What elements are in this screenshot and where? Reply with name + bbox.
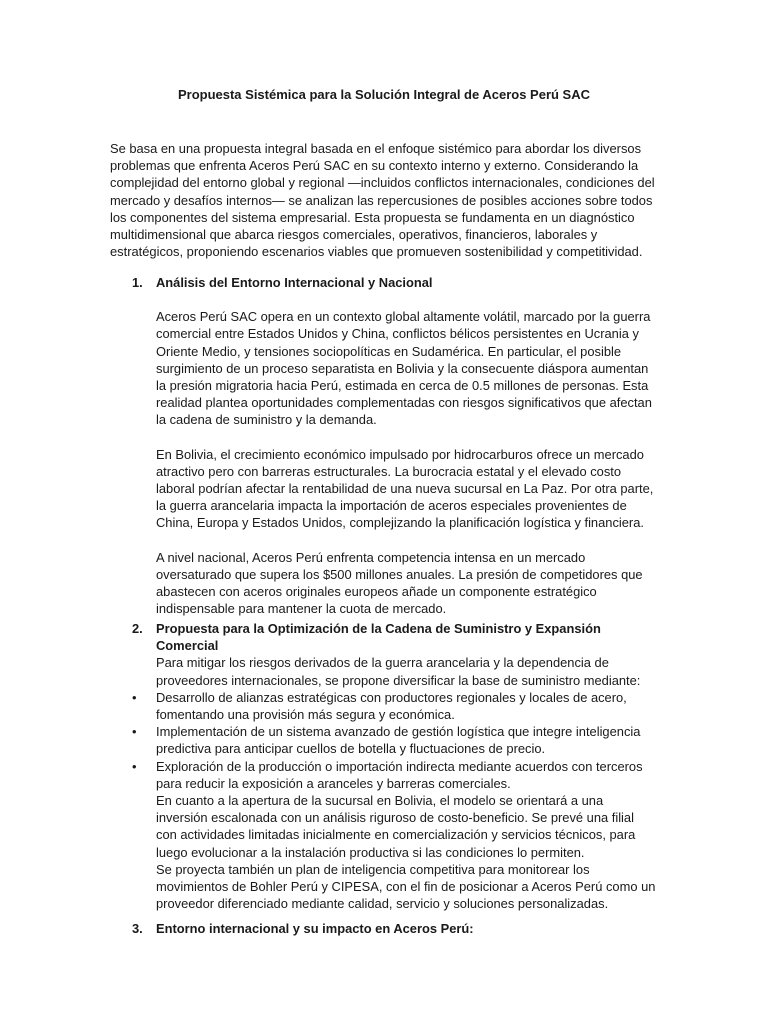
list-item — [110, 689, 658, 723]
section-1-title: Análisis del Entorno Internacional y Nacional — [156, 275, 433, 290]
section-1-number: 1. — [132, 275, 143, 290]
bullet-icon: • — [132, 689, 137, 705]
bullet-icon: • — [132, 758, 137, 774]
section-1 — [110, 274, 658, 617]
section-2-lead-text: Para mitigar los riesgos derivados de la guerra arancelaria y la dependencia de proveedores internacionales, se propone diversificar la base de suministro mediante: — [156, 655, 641, 688]
section-2-paragraph-intelligence: Se proyecta también un plan de inteligencia competitiva para monitorear los movimientos de Bohler Perú y CIPESA, con el fin de posicionar a Aceros Perú como un proveedor diferenciado mediante calidad, servicio y soluciones personalizadas. — [156, 861, 656, 912]
section-2-title: Propuesta para la Optimización de la Cadena de Suministro y Expansión Comercial — [156, 621, 601, 654]
intro-paragraph: Se basa en una propuesta integral basada en el enfoque sistémico para abordar los diversos problemas que enfrenta Aceros Perú SAC en su contexto interno y externo. Considerando la complejidad del entorno global y regional —incluidos conflictos internacionales, condiciones del mercado y desafíos internos— se analizan las repercusiones de posibles acciones sobre todos los componentes del sistema empresarial. Esta propuesta se fundamenta en un diagnóstico multidimensional que abarca riesgos comerciales, operativos, financieros, laborales y estratégicos, proponiendo escenarios viables que promueven sostenibilidad y competitividad. — [110, 141, 655, 260]
section-2-lead — [110, 654, 658, 688]
list-item-text: Exploración de la producción o importación indirecta mediante acuerdos con terceros para reducir la exposición a aranceles y barreras comerciales. — [156, 758, 643, 791]
section-1-paragraph-1: Aceros Perú SAC opera en un contexto global altamente volátil, marcado por la guerra comercial entre Estados Unidos y China, conflictos bélicos persistentes en Ucrania y Oriente Medio, y tensiones sociopolíticas en Sudamérica. En particular, el posible surgimiento de un proceso separatista en Bolivia y la consecuente diáspora aumentan la presión migratoria hacia Perú, estimada en cerca de 0.5 millones de personas. Esta realidad plantea oportunidades complementadas con riesgos significativos que afectan la cadena de suministro y la demanda. — [156, 309, 652, 428]
section-3-heading — [110, 920, 658, 937]
section-3-title: Entorno internacional y su impacto en Aceros Perú: — [156, 921, 474, 936]
section-3 — [110, 920, 658, 937]
section-1-heading — [110, 274, 658, 291]
list-item-text: Desarrollo de alianzas estratégicas con productores regionales y locales de acero, fomentando una provisión más segura y económica. — [156, 689, 627, 723]
section-2-paragraph-bolivia: En cuanto a la apertura de la sucursal en Bolivia, el modelo se orientará a una inversión escalonada con un análisis riguroso de costo-beneficio. Se prevé una filial con actividades limitadas inicialmente en comercialización y servicios técnicos, para luego evolucionar a la instalación productiva si las condiciones lo permiten. — [156, 793, 636, 860]
section-1-paragraph-2: En Bolivia, el crecimiento económico impulsado por hidrocarburos ofrece un mercado atractivo pero con barreras estructurales. La burocracia estatal y el elevado costo laboral podrían afectar la rentabilidad de una nueva sucursal en La Paz. Por otra parte, la guerra arancelaria impacta la importación de aceros especiales provenientes de China, Europa y Estados Unidos, complejizando la planificación logística y financiera. — [156, 446, 654, 531]
section-2-heading — [110, 620, 658, 654]
list-item-text: Implementación de un sistema avanzado de gestión logística que integre inteligencia predictiva para anticipar cuellos de botella y fluctuaciones de precio. — [156, 724, 641, 757]
section-2 — [110, 620, 658, 912]
section-2-body — [110, 792, 658, 912]
section-1-body — [110, 308, 658, 617]
section-2-number: 2. — [132, 621, 143, 636]
document-title: Propuesta Sistémica para la Solución Integral de Aceros Perú SAC — [177, 87, 591, 102]
bullet-icon: • — [132, 724, 137, 740]
section-1-paragraph-3: A nivel nacional, Aceros Perú enfrenta competencia intensa en un mercado oversaturado que supera los $500 millones anuales. La presión de competidores que abastecen con aceros originales europeos añade un componente estratégico indispensable para mantener la cuota de mercado. — [156, 549, 643, 617]
list-item — [110, 723, 658, 757]
section-3-number: 3. — [132, 921, 143, 936]
list-item — [110, 758, 658, 792]
